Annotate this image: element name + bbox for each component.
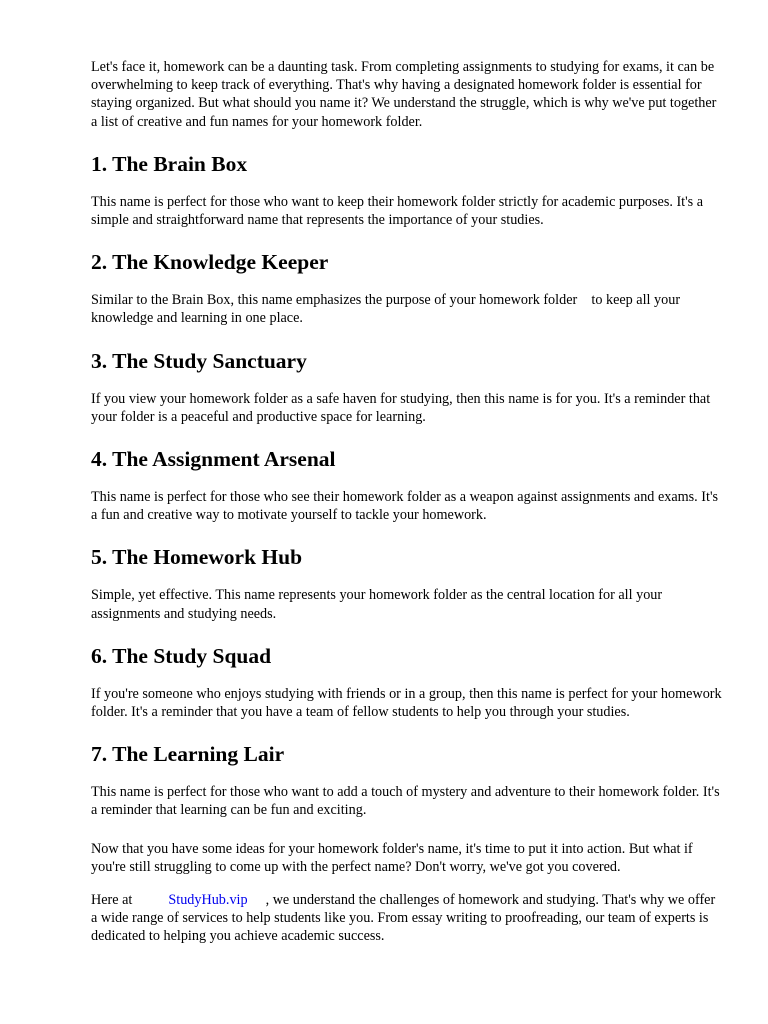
section-heading-assignment-arsenal: 4. The Assignment Arsenal [91,447,336,472]
section-body-study-sanctuary: If you view your homework folder as a safe haven for studying, then this name is for you. It's a reminder that your folder is a peaceful and productive space for learning. [91,390,711,425]
section-heading-homework-hub: 5. The Homework Hub [91,545,303,570]
document-page [91,58,723,946]
section-heading-study-squad: 6. The Study Squad [91,643,272,668]
final-suffix: , we understand the challenges of homework and studying. That's why we offer a wide range of services to help students like you. From essay writing to proofreading, our team of experts is dedicated to helping you achieve academic success. [91,892,716,945]
section-body-learning-lair: This name is perfect for those who want to add a touch of mystery and adventure to their homework folder. It's a reminder that learning can be fun and exciting. [91,784,720,819]
closing-paragraph: Now that you have some ideas for your homework folder's name, it's time to put it into action. But what if you're still struggling to come up with the perfect name? Don't worry, we've got you covered. [91,840,693,875]
final-prefix: Here at [91,892,133,909]
final-paragraph [91,891,723,946]
section-body-assignment-arsenal: This name is perfect for those who see their homework folder as a weapon against assignments and exams. It's a fun and creative way to motivate yourself to tackle your homework. [91,489,719,524]
section-heading-knowledge-keeper: 2. The Knowledge Keeper [91,250,329,275]
section-heading-brain-box: 1. The Brain Box [91,151,248,176]
section-body-knowledge-keeper: Similar to the Brain Box, this name emphasizes the purpose of your homework folder to keep all your knowledge and learning in one place. [91,292,684,327]
section-heading-learning-lair: 7. The Learning Lair [91,742,285,767]
intro-paragraph: Let's face it, homework can be a daunting task. From completing assignments to studying for exams, it can be overwhelming to keep track of everything. That's why having a designated homework folder is essential for staying organized. But what should you name it? We understand the struggle, which is why we've put together a list of creative and fun names for your homework folder. [91,59,717,130]
section-body-study-squad: If you're someone who enjoys studying with friends or in a group, then this name is perfect for your homework folder. It's a reminder that you have a team of fellow students to help you through your studies. [91,685,722,721]
studyhub-link[interactable]: StudyHub.vip [168,892,248,909]
section-heading-study-sanctuary: 3. The Study Sanctuary [91,348,307,373]
section-body-brain-box: This name is perfect for those who want to keep their homework folder strictly for academic purposes. It's a simple and straightforward name that represents the importance of your studies. [91,193,704,229]
section-body-homework-hub: Simple, yet effective. This name represents your homework folder as the central location for all your assignments and studying needs. [91,587,663,622]
